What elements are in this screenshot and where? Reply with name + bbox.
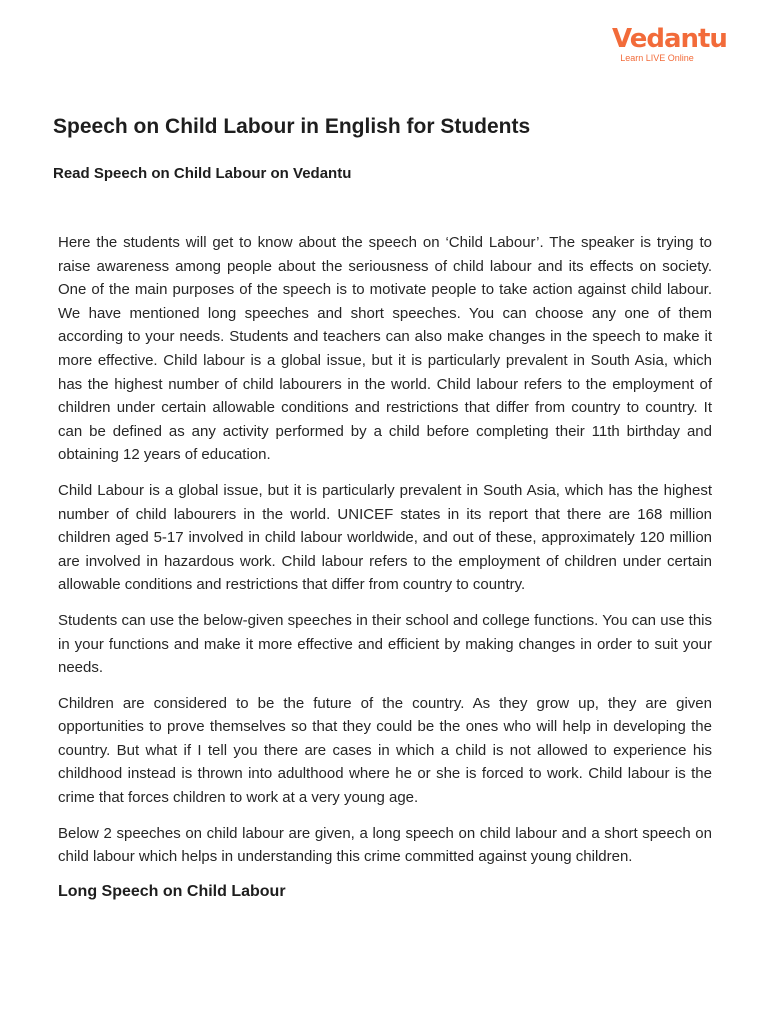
logo-tagline: Learn LIVE Online: [620, 53, 694, 63]
paragraph-intro: Here the students will get to know about the speech on ‘Child Labour’. The speaker is trying to raise awareness among people about the seriousness of child labour and its effects on society. One of the main purposes of the speech is to motivate people to take action against child labour. We have mentioned long speeches and short speeches. You can choose any one of them according to your needs. Students and teachers can also make changes in the speech to make it more effective. Child labour is a global issue, but it is particularly prevalent in South Asia, which has the highest number of child labourers in the world. Child labour refers to the employment of children under certain allowable conditions and restrictions that differ from country to country. It can be defined as any activity performed by a child before completing their 11th birthday and obtaining 12 years of education.: [58, 234, 712, 464]
article-body: [58, 231, 712, 903]
section-heading-long-speech: Long Speech on Child Labour: [58, 882, 286, 900]
vedantu-logo[interactable]: [612, 24, 727, 64]
page-subtitle: Read Speech on Child Labour on Vedantu: [53, 165, 352, 182]
logo-wordmark: Vedantu: [612, 24, 727, 54]
paragraph-usage: Students can use the below-given speeches in their school and college functions. You can use this in your functions and make it more effective and efficient by making changes in order to suit your needs.: [58, 611, 712, 677]
paragraph-speeches-given: Below 2 speeches on child labour are given, a long speech on child labour and a short speech on child labour which helps in understanding this crime committed against young children.: [58, 824, 712, 866]
page-title: Speech on Child Labour in English for Students: [53, 115, 531, 138]
paragraph-future: Children are considered to be the future of the country. As they grow up, they are given opportunities to prove themselves so that they could be the ones who will help in developing the country. But what if I tell you there are cases in which a child is not allowed to experience his childhood instead is thrown into adulthood where he or she is forced to work. Child labour is the crime that forces children to work at a very young age.: [58, 694, 712, 807]
paragraph-global-issue: Child Labour is a global issue, but it is particularly prevalent in South Asia, which has the highest number of child labourers in the world. UNICEF states in its report that there are 168 million children aged 5-17 involved in child labour worldwide, and out of these, approximately 120 million are involved in hazardous work. Child labour refers to the employment of children under certain allowable conditions and restrictions that differ from country to country.: [58, 481, 712, 594]
